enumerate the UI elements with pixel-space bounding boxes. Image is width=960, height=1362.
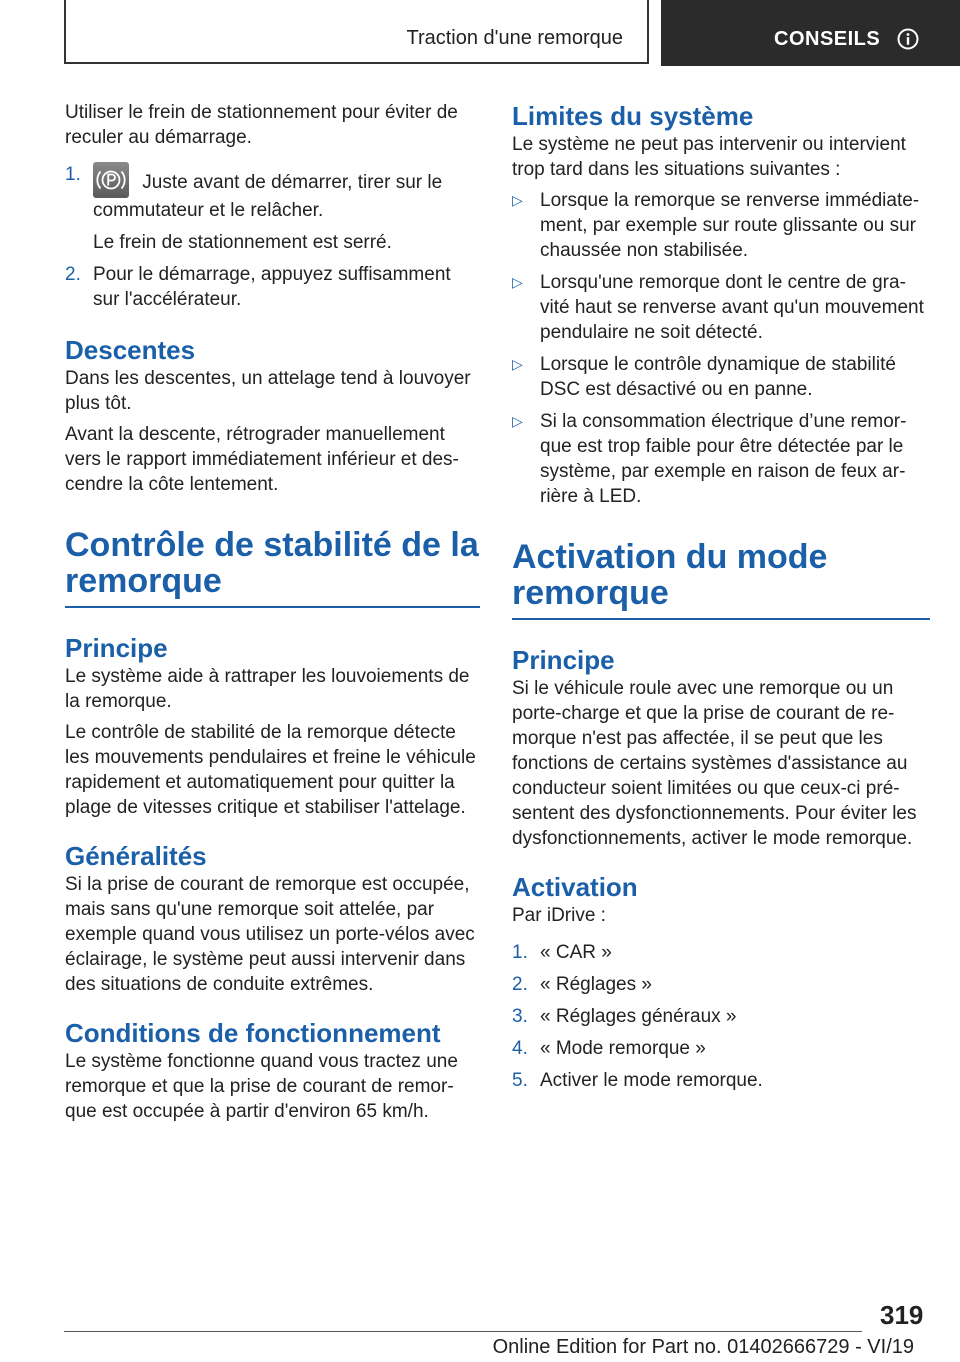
list-item (512, 352, 930, 402)
activation-steps-list (512, 940, 930, 1093)
paragraph: Si le véhicule roule avec une remorque ou un porte-charge et que la prise de courant de re-morque n'est pas affectée, il se peut que les fonctions de certains systèmes d'assistance au conducteur soient limitées ou que ceux-ci pré-sentent des dysfonctionnements. Pour éviter les dysfonctionnements, activer le mode remorque. (512, 678, 917, 849)
page-number: 319 (880, 1300, 924, 1330)
chapter-tab-label: CONSEILS (774, 28, 881, 50)
step-text: Pour le démarrage, appuyez suffisamment sur l'accélérateur. (93, 264, 451, 310)
heading-generalites: Généralités (65, 841, 207, 871)
heading-limites: Limites du système (512, 101, 754, 131)
limits-list (512, 188, 930, 509)
paragraph: Le système fonctionne quand vous tractez une remorque et que la prise de courant de remor-que est occupée à partir d'environ 65 km/h. (65, 1051, 458, 1122)
bullet-triangle-icon: ▷ (512, 413, 523, 429)
paragraph: Le système ne peut pas intervenir ou intervient trop tard dans les situations suivantes : (512, 134, 906, 180)
paragraph: Dans les descentes, un attelage tend à louvoyer plus tôt. (65, 368, 471, 414)
step-number: 1. (512, 942, 528, 963)
list-item (512, 270, 930, 345)
list-item (65, 262, 480, 312)
step-text: « CAR » (540, 942, 612, 963)
heading-activation: Activation (512, 872, 638, 902)
footer-divider (64, 1331, 862, 1332)
bullet-triangle-icon: ▷ (512, 192, 523, 208)
step-text: « Réglages généraux » (540, 1006, 737, 1027)
list-item (512, 940, 930, 965)
step-text: Activer le mode remorque. (540, 1070, 763, 1091)
heading-principe: Principe (512, 645, 615, 675)
list-item (512, 1068, 930, 1093)
paragraph: Avant la descente, rétrograder manuellement vers le rapport immédiatement inférieur et des-cendre la côte lentement. (65, 424, 459, 495)
step-text: « Mode remorque » (540, 1038, 706, 1059)
list-item (512, 1004, 930, 1029)
step-number: 2. (512, 974, 528, 995)
chapter-heading-trailer-mode: Activation du mode remorque (512, 539, 930, 620)
intro-paragraph: Utiliser le frein de stationnement pour éviter de reculer au démarrage. (65, 102, 458, 148)
heading-conditions: Conditions de fonctionnement (65, 1018, 441, 1048)
list-item-text: Lorsque le contrôle dynamique de stabilité DSC est désactivé ou en panne. (540, 354, 896, 400)
list-item (65, 162, 480, 223)
list-item-text: Lorsqu'une remorque dont le centre de gra-vité haut se renverse avant qu'un mouvement pendulaire ne soit détecté. (540, 272, 924, 343)
right-column (512, 100, 930, 1100)
step-number: 5. (512, 1070, 528, 1091)
chapter-heading-stability: Contrôle de stabilité de la remorque (65, 527, 480, 608)
heading-descentes: Descentes (65, 335, 196, 365)
bullet-triangle-icon: ▷ (512, 274, 523, 290)
start-steps-list (65, 162, 480, 312)
bullet-triangle-icon: ▷ (512, 356, 523, 372)
info-icon (897, 28, 919, 50)
paragraph: Par iDrive : (512, 905, 606, 926)
step-number: 3. (512, 1006, 528, 1027)
paragraph: Le système aide à rattraper les louvoiements de la remorque. (65, 666, 470, 712)
step-text: Juste avant de démarrer, tirer sur le commutateur et le relâcher. (93, 172, 443, 221)
left-column (65, 100, 480, 1124)
step-note: Le frein de stationnement est serré. (93, 232, 392, 253)
step-number: 2. (65, 264, 81, 285)
list-item-text: Si la consommation électrique d’une remor-que est trop faible pour être détectée par le système, par exemple en raison de feux ar-rière à LED. (540, 411, 907, 507)
running-header-title: Traction d'une remorque (406, 27, 623, 49)
list-item (512, 972, 930, 997)
parking-brake-icon (93, 162, 129, 198)
footer-edition: Online Edition for Part no. 01402666729 - VI/19 (492, 1336, 914, 1358)
running-header-frame (64, 0, 649, 64)
step-number: 1. (65, 164, 81, 185)
heading-principe: Principe (65, 633, 168, 663)
step-text: « Réglages » (540, 974, 652, 995)
list-item-text: Lorsque la remorque se renverse immédiate-ment, par exemple sur route glissante ou sur chaussée non stabilisée. (540, 190, 920, 261)
list-item (512, 188, 930, 263)
list-item (512, 1036, 930, 1061)
paragraph: Si la prise de courant de remorque est occupée, mais sans qu'une remorque soit attelée, par exemple quand vous utilisez un porte-vélos avec éclairage, le système peut aussi intervenir dans des situations de conduite extrêmes. (65, 874, 475, 995)
step-number: 4. (512, 1038, 528, 1059)
chapter-tab (661, 0, 960, 66)
paragraph: Le contrôle de stabilité de la remorque détecte les mouvements pendulaires et freine le véhicule rapidement et automatiquement pour quitter la plage de vitesses critique et stabiliser l'attelage. (65, 722, 476, 818)
list-item (512, 409, 930, 509)
parking-brake-glyph (93, 162, 129, 198)
